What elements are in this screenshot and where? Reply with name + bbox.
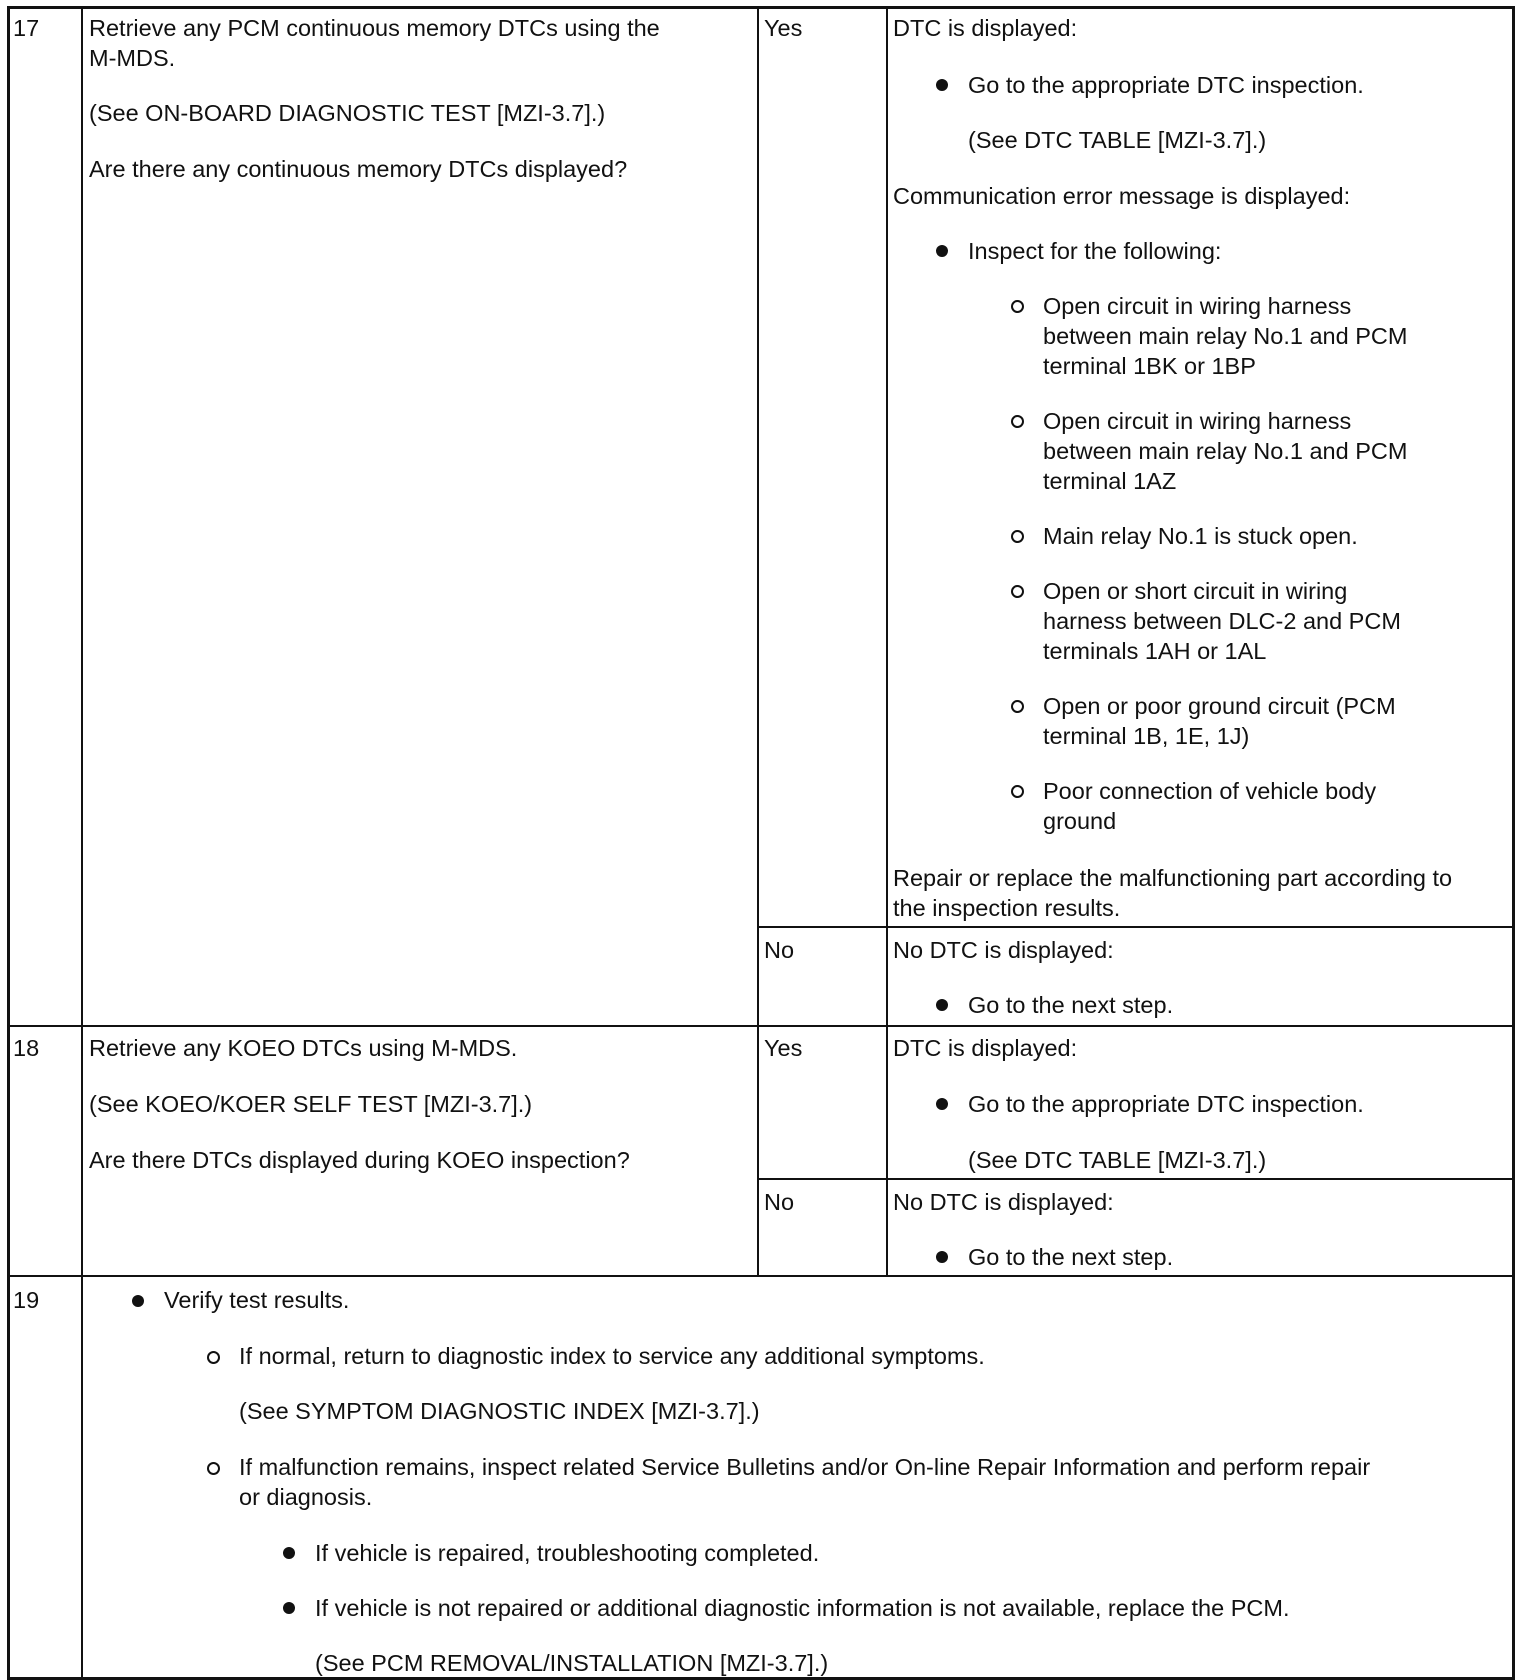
- reference-text: (See DTC TABLE [MZI-3.7].): [968, 1147, 1267, 1173]
- sub-bullet-icon: [1011, 585, 1024, 598]
- action-bullet-text: Go to the next step.: [968, 1244, 1174, 1270]
- not-repaired-outcome: If vehicle is not repaired or additional diagnostic information is not available, replace the PCM.: [315, 1595, 1290, 1621]
- action-text: M-MDS.: [89, 45, 176, 71]
- reference-text: (See SYMPTOM DIAGNOSTIC INDEX [MZI-3.7].): [239, 1398, 760, 1424]
- step-number: 17: [13, 15, 40, 41]
- sub-bullet-icon: [1011, 415, 1024, 428]
- action-text: Retrieve any KOEO DTCs using M-MDS.: [89, 1035, 518, 1061]
- malfunction-item: or diagnosis.: [239, 1484, 373, 1510]
- inspection-item: Open circuit in wiring harness: [1043, 293, 1352, 319]
- result-no-label: No: [764, 937, 795, 963]
- inspection-item: ground: [1043, 808, 1117, 834]
- action-heading: No DTC is displayed:: [893, 937, 1114, 963]
- inspection-item: Main relay No.1 is stuck open.: [1043, 523, 1358, 549]
- inspection-item: Open circuit in wiring harness: [1043, 408, 1352, 434]
- action-text: Retrieve any PCM continuous memory DTCs using the: [89, 15, 660, 41]
- inspection-item: terminals 1AH or 1AL: [1043, 638, 1267, 664]
- action-heading: Communication error message is displayed:: [893, 183, 1351, 209]
- action-heading: DTC is displayed:: [893, 15, 1078, 41]
- table-border-top: [7, 6, 1515, 9]
- sub-bullet-icon: [207, 1462, 220, 1475]
- column-divider-action: [757, 6, 759, 1277]
- reference-text: (See PCM REMOVAL/INSTALLATION [MZI-3.7].): [315, 1650, 829, 1676]
- sub-bullet-icon: [207, 1351, 220, 1364]
- row-divider-18-19: [7, 1275, 1515, 1277]
- table-border-left: [7, 6, 10, 1680]
- column-divider-result: [886, 6, 888, 1277]
- sub-bullet-icon: [1011, 700, 1024, 713]
- action-question: Are there any continuous memory DTCs displayed?: [89, 156, 628, 182]
- normal-result-item: If normal, return to diagnostic index to service any additional symptoms.: [239, 1343, 985, 1369]
- repair-instruction: the inspection results.: [893, 895, 1121, 921]
- sub-bullet-icon: [1011, 785, 1024, 798]
- action-reference: (See ON-BOARD DIAGNOSTIC TEST [MZI-3.7].): [89, 100, 606, 126]
- step-number: 18: [13, 1035, 40, 1061]
- inspection-item: between main relay No.1 and PCM: [1043, 438, 1408, 464]
- inspection-item: terminal 1BK or 1BP: [1043, 353, 1256, 379]
- inspection-item: Poor connection of vehicle body: [1043, 778, 1377, 804]
- result-yes-label: Yes: [764, 1035, 803, 1061]
- bullet-icon: [936, 79, 948, 91]
- subrow-divider-17-yes-no: [757, 926, 1515, 928]
- reference-text: (See DTC TABLE [MZI-3.7].): [968, 127, 1267, 153]
- repair-instruction: Repair or replace the malfunctioning part according to: [893, 865, 1453, 891]
- inspection-item: harness between DLC-2 and PCM: [1043, 608, 1401, 634]
- verify-instruction: Verify test results.: [164, 1287, 350, 1313]
- bullet-icon: [283, 1602, 295, 1614]
- bullet-icon: [936, 999, 948, 1011]
- inspection-item: terminal 1B, 1E, 1J): [1043, 723, 1250, 749]
- inspection-item: between main relay No.1 and PCM: [1043, 323, 1408, 349]
- bullet-icon: [132, 1295, 144, 1307]
- repaired-outcome: If vehicle is repaired, troubleshooting completed.: [315, 1540, 820, 1566]
- inspection-item: Open or poor ground circuit (PCM: [1043, 693, 1396, 719]
- bullet-icon: [936, 245, 948, 257]
- action-bullet-text: Go to the appropriate DTC inspection.: [968, 1091, 1364, 1117]
- step-number: 19: [13, 1287, 40, 1313]
- action-heading: No DTC is displayed:: [893, 1189, 1114, 1215]
- inspection-item: Open or short circuit in wiring: [1043, 578, 1348, 604]
- action-bullet-text: Go to the appropriate DTC inspection.: [968, 72, 1364, 98]
- action-question: Are there DTCs displayed during KOEO inspection?: [89, 1147, 630, 1173]
- sub-bullet-icon: [1011, 530, 1024, 543]
- bullet-icon: [936, 1098, 948, 1110]
- action-heading: DTC is displayed:: [893, 1035, 1078, 1061]
- row-divider-17-18: [7, 1025, 1515, 1027]
- table-border-right: [1512, 6, 1515, 1680]
- result-yes-label: Yes: [764, 15, 803, 41]
- bullet-icon: [936, 1251, 948, 1263]
- subrow-divider-18-yes-no: [757, 1178, 1515, 1180]
- sub-bullet-icon: [1011, 300, 1024, 313]
- bullet-icon: [283, 1547, 295, 1559]
- column-divider-step: [81, 6, 83, 1680]
- action-bullet-text: Inspect for the following:: [968, 238, 1222, 264]
- malfunction-item: If malfunction remains, inspect related Service Bulletins and/or On-line Repair Information and perform repair: [239, 1454, 1371, 1480]
- inspection-item: terminal 1AZ: [1043, 468, 1177, 494]
- action-reference: (See KOEO/KOER SELF TEST [MZI-3.7].): [89, 1091, 533, 1117]
- result-no-label: No: [764, 1189, 795, 1215]
- action-bullet-text: Go to the next step.: [968, 992, 1174, 1018]
